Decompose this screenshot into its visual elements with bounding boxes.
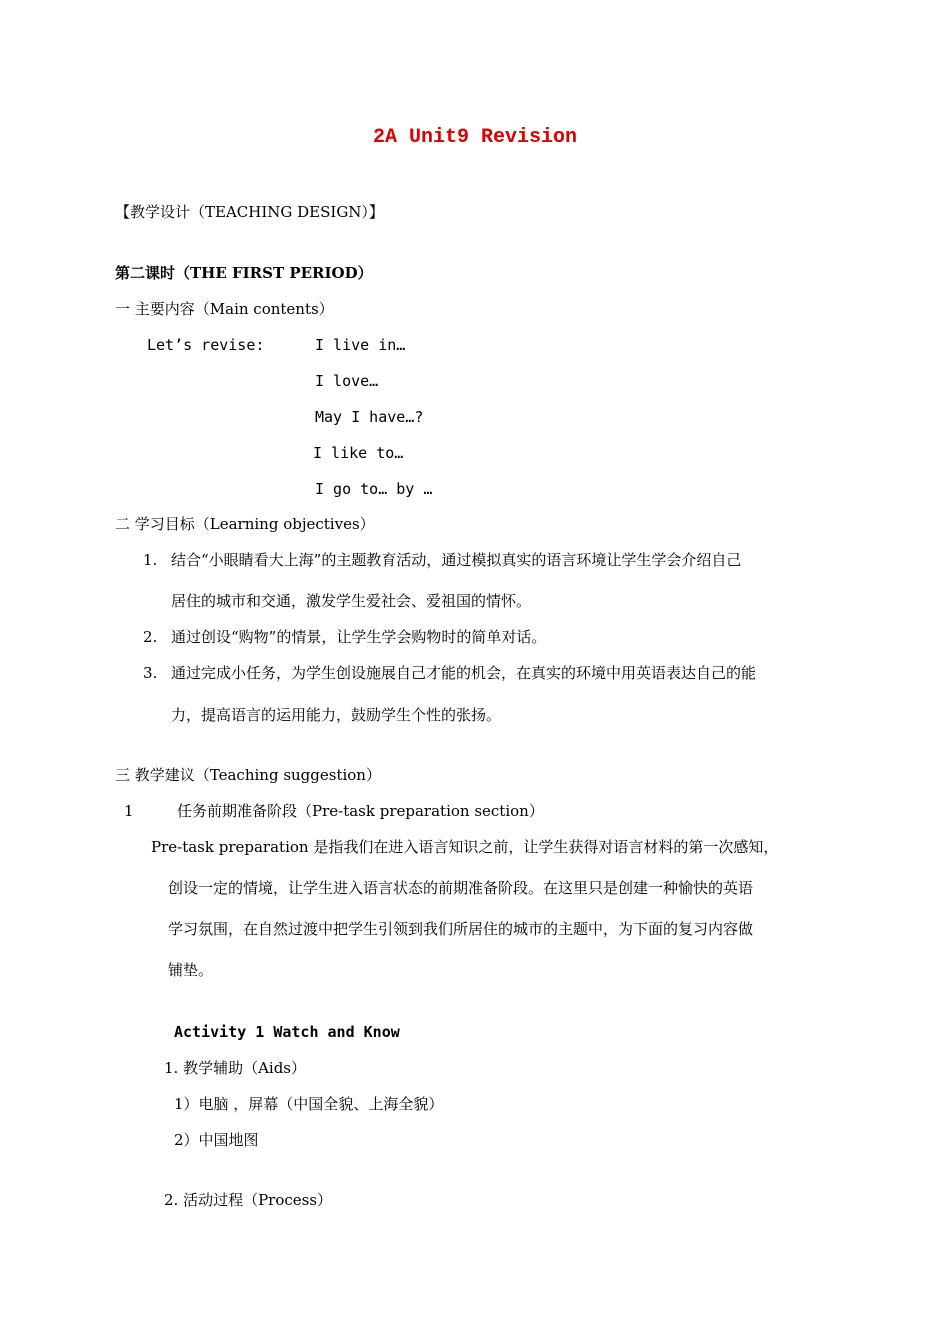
revise-item: I like to… (313, 444, 404, 462)
section-3-heading: 三 教学建议（Teaching suggestion） (115, 766, 381, 784)
objective-number: 1. (143, 551, 158, 569)
period-heading: 第二课时（THE FIRST PERIOD） (115, 264, 373, 282)
activity-heading: Activity 1 Watch and Know (174, 1023, 400, 1041)
paragraph-line: Pre-task preparation 是指我们在进入语言知识之前，让学生获得对语言材料的第一次感知， (151, 838, 779, 856)
section-2-heading: 二 学习目标（Learning objectives） (115, 515, 375, 533)
objective-text: 居住的城市和交通，激发学生爱社会、爱祖国的情怀。 (171, 592, 532, 610)
objective-text: 通过创设“购物”的情景，让学生学会购物时的简单对话。 (171, 628, 547, 646)
objective-number: 3. (143, 664, 158, 682)
revise-item: May I have…? (315, 408, 424, 426)
aids-item: 1）电脑 ，屏幕（中国全貌、上海全貌） (174, 1095, 444, 1113)
revise-item: I love… (315, 372, 379, 390)
aids-item: 2）中国地图 (174, 1131, 259, 1149)
revise-item: I go to… by … (315, 480, 433, 498)
subsection-number: 1 (124, 802, 134, 820)
aids-heading: 1. 教学辅助（Aids） (164, 1059, 307, 1077)
paragraph-line: 铺垫。 (168, 961, 214, 979)
objective-text: 结合“小眼睛看大上海”的主题教育活动，通过模拟真实的语言环境让学生学会介绍自己 (171, 551, 742, 569)
paragraph-line: 学习氛围，在自然过渡中把学生引领到我们所居住的城市的主题中，为下面的复习内容做 (168, 920, 754, 938)
objective-text: 力，提高语言的运用能力，鼓励学生个性的张扬。 (171, 706, 502, 724)
design-heading: 【教学设计（TEACHING DESIGN）】 (115, 203, 384, 221)
revise-label: Let’s revise: (147, 336, 265, 354)
revise-item: I live in… (315, 336, 406, 354)
objective-text: 通过完成小任务，为学生创设施展自己才能的机会，在真实的环境中用英语表达自己的能 (171, 664, 757, 682)
process-heading: 2. 活动过程（Process） (164, 1191, 333, 1209)
document-title: 2A Unit9 Revision (372, 126, 578, 149)
paragraph-line: 创设一定的情境，让学生进入语言状态的前期准备阶段。在这里只是创建一种愉快的英语 (168, 879, 754, 897)
objective-number: 2. (143, 628, 158, 646)
section-1-heading: 一 主要内容（Main contents） (115, 300, 334, 318)
subsection-title: 任务前期准备阶段（Pre-task preparation section） (177, 802, 544, 820)
